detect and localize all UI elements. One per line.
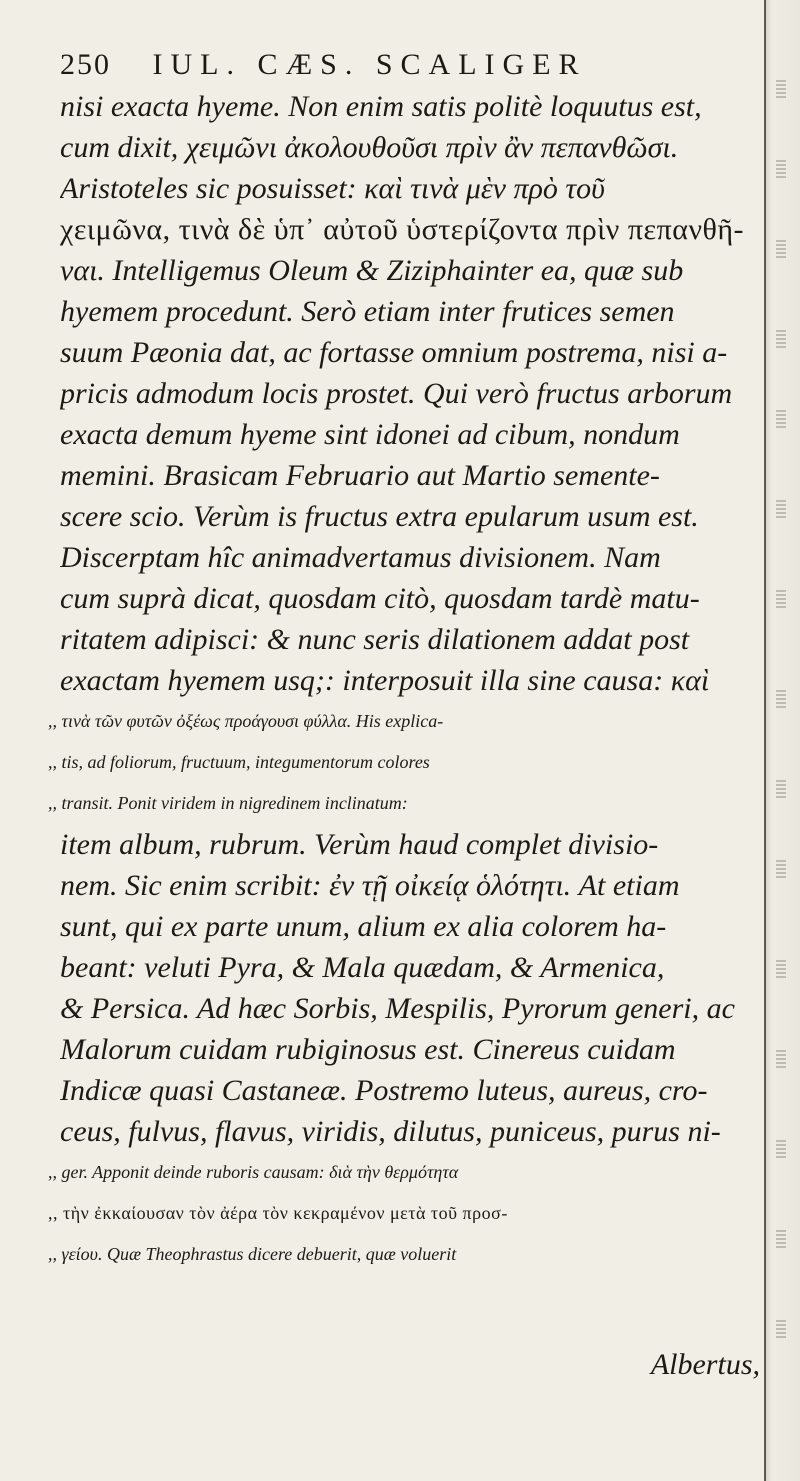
text-line: χειμῶνα, τινὰ δὲ ὑπ᾽ αὐτοῦ ὑστερίζοντα πρὶν πεπανθῆ- [60,213,745,246]
body-text [48,86,768,1275]
edge-mark [776,240,786,258]
text-line: suum Pæonia dat, ac fortasse omnium postrema, nisi a- [60,336,728,369]
edge-mark [776,330,786,348]
text-line: nisi exacta hyeme. Non enim satis politè loquutus est, [60,90,702,123]
text-line: Malorum cuidam rubiginosus est. Cinereus cuidam [60,1033,676,1066]
text-line: sunt, qui ex parte unum, alium ex alia colorem ha- [60,910,667,943]
edge-mark [776,500,786,518]
text-line: exactam hyemem usq;: interposuit illa sine causa: καὶ [60,664,710,697]
running-header [60,48,760,88]
text-line: ,, τινὰ τῶν φυτῶν ὀξέως προάγουσι φύλλα. His explica- [48,711,444,731]
text-line: hyemem procedunt. Serò etiam inter frutices semen [60,295,675,328]
catchword: Albertus, [650,1348,760,1381]
text-line: nem. Sic enim scribit: ἐν τῇ οἰκείᾳ ὁλότητι. At etiam [60,869,680,902]
text-line: ναι. Intelligemus Oleum & Ziziphainter ea, quæ sub [60,254,684,287]
text-line: scere scio. Verùm is fructus extra epularum usum est. [60,500,699,533]
page-number: 250 [60,48,111,81]
text-line: ,, τὴν ἐκκαίουσαν τὸν ἀέρα τὸν κεκραμένον μετὰ τοῦ προσ- [48,1203,508,1223]
text-line: ritatem adipisci: & nunc seris dilationem addat post [60,623,690,656]
edge-mark [776,960,786,978]
text-line: beant: veluti Pyra, & Mala quædam, & Armenica, [60,951,665,984]
text-line: exacta demum hyeme sint idonei ad cibum, nondum [60,418,680,451]
edge-mark [776,410,786,428]
page-edge [764,0,800,1481]
text-line: ,, ger. Apponit deinde ruboris causam: διὰ τὴν θερμότητα [48,1162,459,1182]
text-line: pricis admodum locis prostet. Qui verò fructus arborum [60,377,733,410]
text-line: ,, tis, ad foliorum, fructuum, integumentorum colores [48,752,430,772]
text-line: cum dixit, χειμῶνι ἀκολουθοῦσι πρὶν ἂν πεπανθῶσι. [60,131,679,164]
edge-mark [776,690,786,708]
edge-mark [776,1140,786,1158]
edge-mark [776,1230,786,1248]
text-line: ,, γείου. Quæ Theophrastus dicere debuerit, quæ voluerit [48,1244,457,1264]
running-title: IUL. CÆS. SCALIGER [152,48,587,81]
edge-mark [776,1320,786,1338]
text-line: Indicæ quasi Castaneæ. Postremo luteus, aureus, cro- [60,1074,708,1107]
text-line: ceus, fulvus, flavus, viridis, dilutus, puniceus, purus ni- [60,1115,721,1148]
edge-mark [776,860,786,878]
edge-mark [776,780,786,798]
text-line: Discerptam hîc animadvertamus divisionem. Nam [60,541,661,574]
edge-mark [776,160,786,178]
text-line: item album, rubrum. Verùm haud complet divisio- [60,828,659,861]
text-line: ,, transit. Ponit viridem in nigredinem inclinatum: [48,793,408,813]
text-line: Aristoteles sic posuisset: καὶ τινὰ μὲν πρὸ τοῦ [60,172,605,205]
edge-mark [776,1050,786,1068]
text-line: memini. Brasicam Februario aut Martio semente- [60,459,660,492]
text-line: & Persica. Ad hæc Sorbis, Mespilis, Pyrorum generi, ac [60,992,735,1025]
edge-mark [776,590,786,608]
edge-mark [776,80,786,98]
text-line: cum suprà dicat, quosdam citò, quosdam tardè matu- [60,582,700,615]
